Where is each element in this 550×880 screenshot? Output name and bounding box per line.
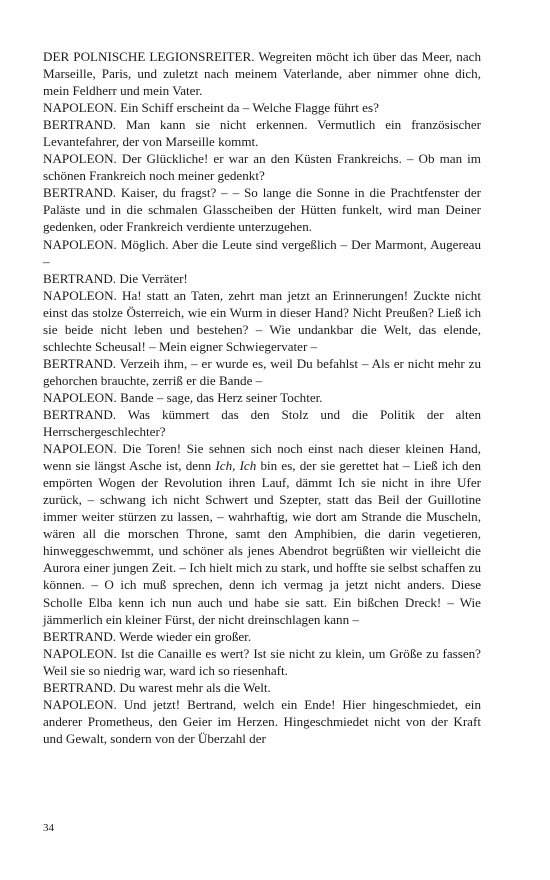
dialogue-paragraph: DER POLNISCHE LEGIONSREITER. Wegreiten möcht ich über das Meer, nach Marseille, Paris, und zuletzt nach meinem Vaterlande, aber nimmer ohne dich, mein Feldherr und mein Vater. — [43, 49, 481, 99]
dialogue-paragraph: BERTRAND. Verzeih ihm, – er wurde es, weil Du befahlst – Als er nicht mehr zu gehorchen brauchte, zerriß er die Bande – — [43, 355, 481, 388]
dialogue-paragraph: NAPOLEON. Möglich. Aber die Leute sind vergeßlich – Der Marmont, Augereau – — [43, 236, 481, 269]
dialogue-paragraph: BERTRAND. Was kümmert das den Stolz und die Politik der alten Herrschergeschlechter? — [43, 406, 481, 440]
dialogue-paragraph: NAPOLEON. Ein Schiff erscheint da – Welche Flagge führt es? — [43, 100, 379, 116]
page-body — [43, 48, 481, 747]
dialogue-paragraph: BERTRAND. Man kann sie nicht erkennen. Vermutlich ein französischer Levantefahrer, der von Marseille kommt. — [43, 117, 481, 150]
dialogue-paragraph: BERTRAND. Du warest mehr als die Welt. — [43, 679, 271, 695]
dialogue-paragraph: NAPOLEON. Und jetzt! Bertrand, welch ein Ende! Hier hingeschmiedet, ein anderer Prometheus, den Geier im Herzen. Hingeschmiedet nicht von der Kraft und Gewalt, sondern von der Überzahl der — [43, 696, 481, 746]
dialogue-paragraph: BERTRAND. Werde wieder ein großer. — [43, 628, 252, 644]
dialogue-paragraph: BERTRAND. Kaiser, du fragst? – – So lange die Sonne in die Prachtfenster der Paläste und in die schmalen Glasscheiben der Hütten funkelt, wird man Deiner gedenken, oder Frankreich verdiente unterzugehen. — [43, 185, 481, 235]
dialogue-paragraph: NAPOLEON. Der Glückliche! er war an den Küsten Frankreichs. – Ob man im schönen Frankreich noch meiner gedenkt? — [43, 151, 481, 184]
dialogue-paragraph: NAPOLEON. Ha! statt an Taten, zehrt man jetzt an Erinnerungen! Zuckte nicht einst das stolze Österreich, wie ein Wurm in dieser Hand? Nicht Preußen? Ließ ich sie beide nicht leben und bestehen? – Wie undankbar die Welt, das elende, schlechte Scheusal! – Mein eigner Schwiegervater – — [43, 287, 481, 354]
dialogue-paragraph: NAPOLEON. Bande – sage, das Herz seiner Tochter. — [43, 389, 323, 405]
dialogue-paragraph: NAPOLEON. Ist die Canaille es wert? Ist sie nicht zu klein, um Größe zu fassen? Weil sie so niedrig war, ward ich so riesenhaft. — [43, 645, 481, 678]
dialogue-paragraph: BERTRAND. Die Verräter! — [43, 270, 188, 286]
dialogue-paragraph: NAPOLEON. Die Toren! Sie sehnen sich noch einst nach dieser kleinen Hand, wenn sie längst Asche ist, denn Ich, Ich bin es, der sie gerettet hat – Ließ ich den empörten Wogen der Revolution ihren Lauf, dämmt Ich sie nicht in ihre Ufer zurück, – schwang ich nicht Schwert und Szepter, statt das Beil der Guillotine immer weiter stürzen zu lassen, – wahrhaftig, wie dort am Strande die Muscheln, wären all die morschen Throne, samt den Amphibien, die darin vegetieren, hinweggeschwemmt, und schöner als jenes Abendrot begrüßten wir vielleicht die Aurora einer jungen Zeit. – Ich hielt mich zu stark, und hoffte sie selbst schaffen zu können. – O ich muß sprechen, denn ich vermag ja jetzt nicht anders. Diese Scholle Elba kenn ich nun auch und habe sie satt. Ein bißchen Dreck! – Wie jämmerlich ein kleiner Fürst, der nicht dreinschlagen kann – — [43, 441, 482, 627]
page-number: 34 — [43, 822, 54, 834]
